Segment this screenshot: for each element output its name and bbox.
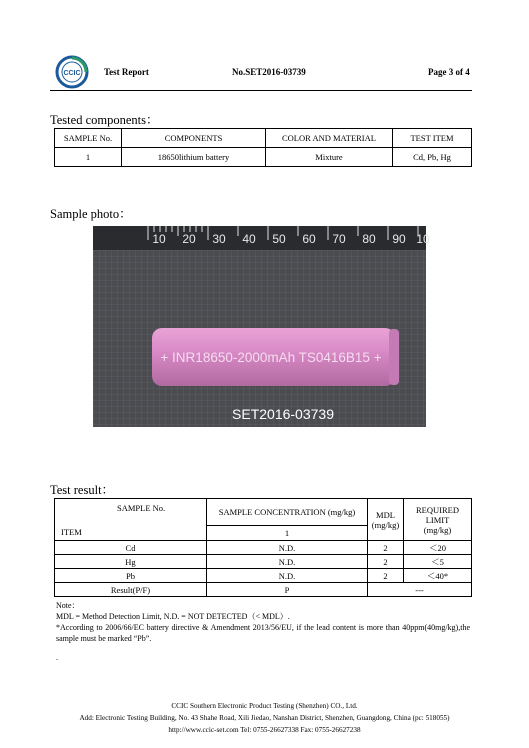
item-cell: Cd <box>55 541 207 555</box>
table-row <box>55 541 472 555</box>
sample-item-header <box>55 499 207 541</box>
mdl-cell: 2 <box>368 569 404 583</box>
item-cell: Result(P/F) <box>55 583 207 597</box>
table-row <box>55 569 472 583</box>
components-table <box>54 128 472 167</box>
value-cell: N.D. <box>207 569 368 583</box>
column-header: COLOR AND MATERIAL <box>266 129 393 148</box>
table-row <box>55 555 472 569</box>
result-row <box>55 583 472 597</box>
limit-cell: ＜20 <box>404 541 472 555</box>
ruler-label: 70 <box>332 232 346 246</box>
item-cell: Pb <box>55 569 207 583</box>
result-cell: P <box>207 583 368 597</box>
sample-number: 1 <box>207 526 368 541</box>
trailing-mark: . <box>56 653 58 662</box>
table-cell: 1 <box>55 148 122 167</box>
table-cell: Cd, Pb, Hg <box>393 148 472 167</box>
test-result-heading: Test result： <box>50 483 115 497</box>
value-cell: N.D. <box>207 555 368 569</box>
asterisk-note: *According to 2006/66/EC battery directive & Amendment 2013/56/EU, if the lead content is more than 40ppm(40mg/kg),the sample must be marked “Pb”. <box>56 623 470 643</box>
ruler-label: 60 <box>302 232 316 246</box>
battery-marking: + INR18650-2000mAh TS0416B15 + <box>160 350 382 365</box>
limit-cell: --- <box>368 583 472 597</box>
table-row <box>55 148 472 167</box>
table-header-row <box>55 499 472 526</box>
ruler-label: 10 <box>152 232 166 246</box>
mdl-cell: 2 <box>368 541 404 555</box>
footer-address: Add: Electronic Testing Building, No. 43 Shahe Road, Xili Jiedao, Nanshan District, Shenzhen, Guangdong, China (pc: 518055) <box>79 714 450 722</box>
notes <box>56 600 470 663</box>
tested-components-heading: Tested components： <box>50 113 159 127</box>
test-result-table <box>54 498 472 597</box>
item-header: ITEM <box>61 527 82 537</box>
column-header: COMPONENTS <box>122 129 266 148</box>
limit-cell: ＜40* <box>404 569 472 583</box>
ruler-label: 30 <box>212 232 226 246</box>
column-header: TEST ITEM <box>393 129 472 148</box>
battery-image <box>152 328 399 386</box>
item-cell: Hg <box>55 555 207 569</box>
photo-caption: SET2016-03739 <box>232 406 334 422</box>
table-cell: Mixture <box>266 148 393 167</box>
ruler-label: 20 <box>182 232 196 246</box>
ccic-logo <box>55 55 89 89</box>
ruler-label: 40 <box>242 232 256 246</box>
report-label: Test Report <box>104 67 149 77</box>
ruler-label: 80 <box>362 232 376 246</box>
ruler-label: 10 <box>416 232 430 246</box>
limit-label: REQUIRED LIMIT <box>416 504 459 525</box>
mdl-note: MDL = Method Detection Limit, N.D. = NOT DETECTED（< MDL）. <box>56 612 290 621</box>
value-cell: N.D. <box>207 541 368 555</box>
ruler-label: 50 <box>272 232 286 246</box>
table-cell: 18650lithium battery <box>122 148 266 167</box>
sample-photo-heading: Sample photo： <box>50 207 132 221</box>
table-header-row <box>55 129 472 148</box>
sample-photo <box>93 226 430 427</box>
report-number: No.SET2016-03739 <box>232 67 306 77</box>
mdl-unit: (mg/kg) <box>371 519 400 530</box>
ruler-label: 90 <box>392 232 406 246</box>
mdl-header <box>368 499 404 541</box>
limit-header <box>404 499 472 541</box>
sample-no-header: SAMPLE No. <box>117 503 166 513</box>
footer-company: CCIC Southern Electronic Product Testing (Shenzhen) CO., Ltd. <box>171 702 358 710</box>
footer-contact: http://www.ccic-set.com Tel: 0755-26627338 Fax: 0755-26627238 <box>168 726 361 734</box>
notes-title: Note： <box>56 601 80 610</box>
limit-cell: ＜5 <box>404 555 472 569</box>
concentration-header: SAMPLE CONCENTRATION (mg/kg) <box>207 499 368 526</box>
header-divider <box>50 90 472 91</box>
mdl-cell: 2 <box>368 555 404 569</box>
limit-unit: (mg/kg) <box>423 524 452 535</box>
mdl-label: MDL <box>376 509 395 520</box>
column-header: SAMPLE No. <box>55 129 122 148</box>
logo-text: CCIC <box>63 70 81 77</box>
page-number: Page 3 of 4 <box>428 67 470 77</box>
